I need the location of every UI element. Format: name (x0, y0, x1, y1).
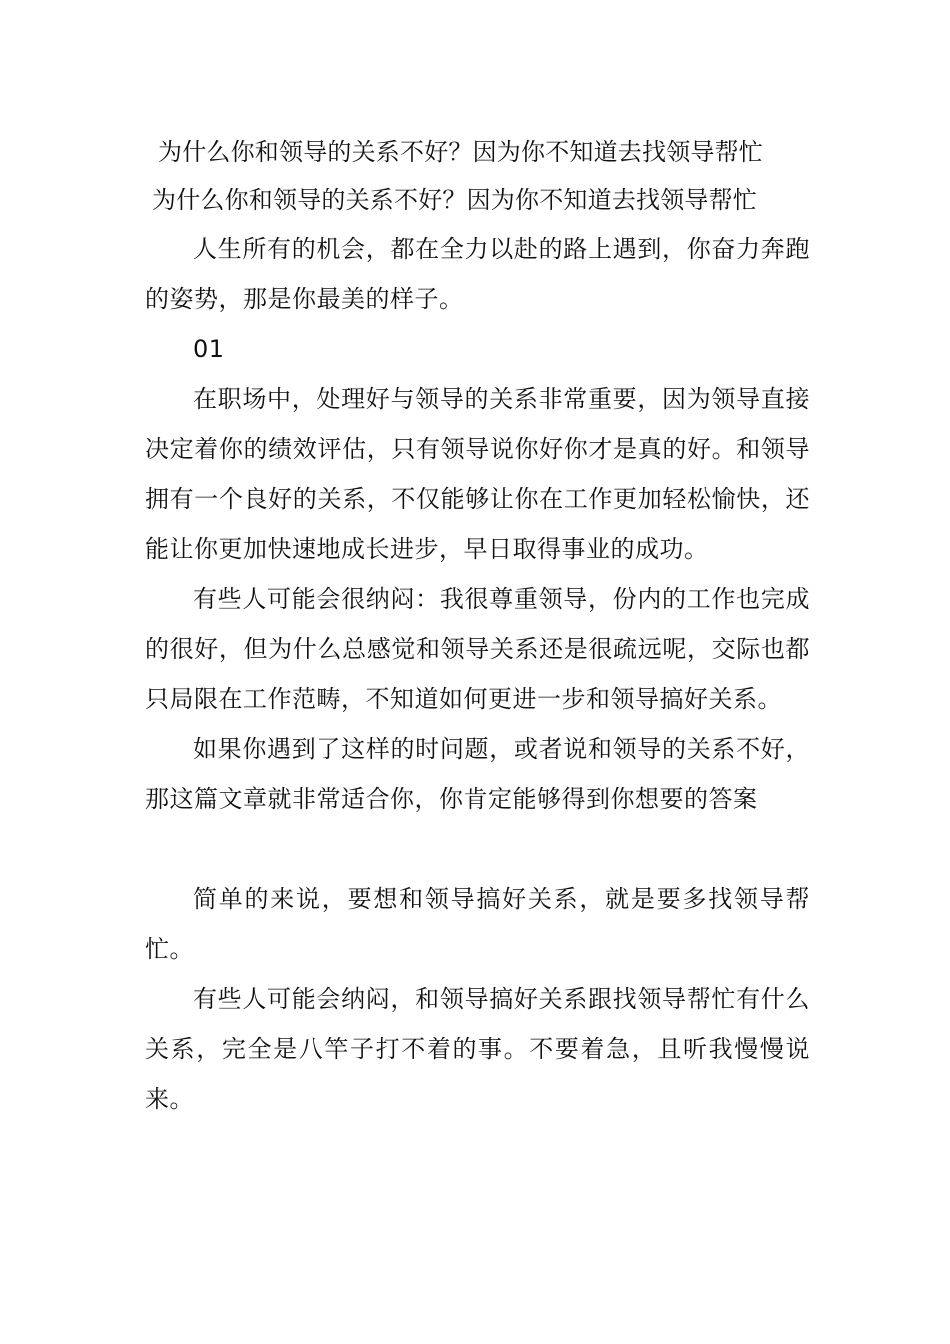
section-number: 01 (193, 335, 225, 363)
document-body (145, 224, 810, 1124)
paragraph-explanation: 有些人可能会纳闷，和领导搞好关系跟找领导帮忙有什么关系，完全是八竿子打不着的事。不要着急，且听我慢慢说来。 (145, 985, 810, 1113)
document-title-repeat: 为什么你和领导的关系不好？因为你不知道去找领导帮忙 (152, 186, 757, 214)
paragraph-answer: 简单的来说，要想和领导搞好关系，就是要多找领导帮忙。 (145, 885, 810, 963)
paragraph-confusion: 有些人可能会很纳闷：我很尊重领导，份内的工作也完成的很好，但为什么总感觉和领导关系还是很疏远呢，交际也都只局限在工作范畴，不知道如何更进一步和领导搞好关系。 (145, 585, 810, 713)
paragraph-importance: 在职场中，处理好与领导的关系非常重要，因为领导直接决定着你的绩效评估，只有领导说你好你才是真的好。和领导拥有一个良好的关系，不仅能够让你在工作更加轻松愉快，还能让你更加快速地成长进步，早日取得事业的成功。 (145, 385, 810, 563)
document-title: 为什么你和领导的关系不好？因为你不知道去找领导帮忙 (158, 138, 763, 166)
paragraph-intro: 人生所有的机会，都在全力以赴的路上遇到，你奋力奔跑的姿势，那是你最美的样子。 (145, 235, 810, 313)
paragraph-problem: 如果你遇到了这样的时问题，或者说和领导的关系不好，那这篇文章就非常适合你，你肯定能够得到你想要的答案 (145, 735, 810, 813)
blank-line (145, 824, 810, 874)
